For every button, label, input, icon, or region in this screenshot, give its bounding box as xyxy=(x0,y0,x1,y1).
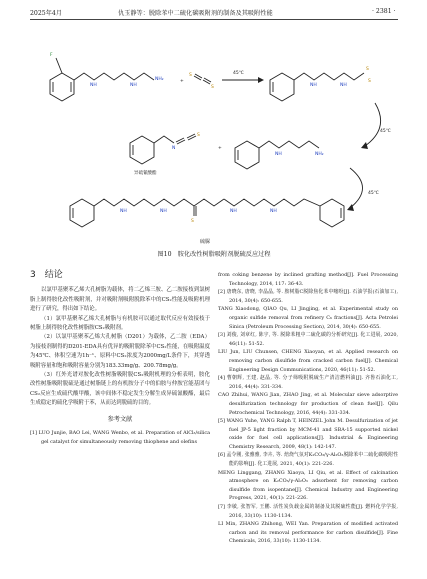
condition-label-1: 45℃ xyxy=(233,71,244,76)
running-header-date: 2025年4月 xyxy=(30,10,63,17)
figure-caption: 图10 胺化改性树脂吸附剂脱硫反应过程 xyxy=(157,251,271,258)
nitrogen-label-1b: NH xyxy=(130,83,137,88)
reference-entry: [1] LUO Junjie, BAO Lei, WANG Wenbo, et al. Preparation of AlCl₃/silica gel catalyst for simultaneously removing thiophene and olefins xyxy=(30,430,210,445)
nitrogen-label-2b: NH xyxy=(340,83,347,88)
reference-entry: TANG Xiaodong, QIAO Qu, LI Jingjing, et al. Experimental study on organic sulfide removal from refinery C₆ fractions[J]. Acta Petrolei Sinica (Petroleum Processing Section), 2014, 30(4): 650-655. xyxy=(218,306,398,330)
dithiocarbamate-intermediate xyxy=(270,66,371,101)
nitrogen-label-4a: NH xyxy=(275,152,282,157)
nitrogen-label-5d: NH xyxy=(270,209,277,214)
conclusion-paragraph: 以氯甲基聚苯乙烯大孔树脂为载体，将二乙烯三胺、乙二胺接枝到氯树脂上制得胺化改性吸附剂，并对吸附剂吸附脱除苯中的CS₂性能及吸附机理进行了研究，得出如下结论。 xyxy=(30,287,210,313)
reference-entry: LIU Jun, LIU Chunsen, CHENG Xiaoyan, et al. Applied research on removing carbon disulfide from cracked carbon fuel[J]. Chemical Engineering Design Communications, 2020, 46(11): 51-52. xyxy=(218,349,398,373)
section-heading-conclusion: 3 结论 xyxy=(30,270,63,280)
right-column xyxy=(218,271,398,546)
sulfur-label-a: S xyxy=(189,73,192,78)
plus-sign-1: + xyxy=(180,79,184,84)
fluorine-label-1: F xyxy=(50,53,53,58)
product-label: 硫脲 xyxy=(200,239,211,245)
sulfur-label-d: S xyxy=(368,79,371,84)
reference-entry: CAO Zhihui, WANG Jian, ZHAO Jing, et al. Molecular sieve adsorptive desulfurization technology for production of clean fuel[J]. Qilu Petrochemical Technology, 2016, 44(4): 331-334. xyxy=(218,392,398,416)
plus-sign-2: + xyxy=(218,146,222,151)
thiourea-product xyxy=(70,199,344,227)
sulfur-label-b: S xyxy=(211,85,214,90)
sulfur-label-f: S xyxy=(191,219,194,224)
conclusion-paragraph: （3）红外光谱对胺化改性树脂吸附脱CS₂吸附机理的分析表明，胺化改性树脂吸附脱硫是通过树脂链上的有机胺分子中的伯胺与仲胺官能基团与CS₂反应生成硫代酸甲酸，该中间体不稳定发生分解生成异硫氰酸酯，最后生成稳定的硫化学吸附于苯，从而达到脱硫的目的。 xyxy=(30,372,210,407)
reference-entry: [3] 刘俊, 刘章红, 陈宇, 等. 脱除苯粗中二硫化碳的分析研究[J]. 化工进展, 2020, 46(11): 51-52. xyxy=(218,332,398,347)
amine-end-label-1: NH₂ xyxy=(155,77,164,82)
sulfur-label-c: S xyxy=(366,67,369,72)
nitrogen-label-2a: NH xyxy=(310,83,317,88)
left-column xyxy=(30,271,210,446)
reference-entry: [2] 唐晓东, 唐晓, 李晶晶, 等. 胺树脂C脱除焦化苯中噻吩[J]. 石油学报(石油加工), 2014, 30(4): 650-655. xyxy=(218,289,398,304)
nitrogen-label-3: N xyxy=(172,146,176,151)
reaction-scheme-figure xyxy=(30,28,398,258)
reaction-arrow-3 xyxy=(350,168,363,208)
reference-entry: from coking benzene by inclined grafting method[J]. Fuel Processing Technology, 2014, 117: 36-43. xyxy=(218,272,398,287)
condition-label-2: 45℃ xyxy=(380,129,391,134)
isothiocyanate-label: 异硫氰酸酯 xyxy=(134,171,157,176)
reference-entry: [6] 孟令刚, 张雅雅, 李卉, 等. 焙烧气氛对K₂CO₃/γ-Al₂O₃脱除苯中二硫化碳吸附性能的影响[J]. 化工进展, 2021, 40(1): 221-226. xyxy=(218,452,398,468)
condition-label-3: 45℃ xyxy=(368,191,379,196)
conclusion-paragraph: （2）以氯甲基聚苯乙烯大孔树脂（D201）为载体，乙二胺（EDA）为接枝剂制得的D201-EDA具有优异的吸附脱除苯中CS₂性能，在吸附温度为45℃、体积空速为1h⁻¹、原料中CS₂浓度为2000mg/L条件下，其穿透吸附容量和饱和吸附容量分别为183.33mg/g、200.78mg/g。 xyxy=(30,334,210,369)
nitrogen-label-5b: NH xyxy=(160,209,167,214)
amine-resin-1 xyxy=(50,52,164,101)
running-header-title: 仇玉静等：脱除苯中二硫化碳吸附剂的制备及其吸附性能 xyxy=(118,10,273,17)
reference-entry: [5] WANG Yuhe, YANG Ralph T, HEINZEL John M. Desulfurization of jet fuel JP-5 light fraction by MCM-41 and SBA-15 supported nickel oxide for fuel cell applications[J]. Industrial & Engineering Chemistry Research, 2009, 48(1): 142-147. xyxy=(218,418,398,450)
header-rule xyxy=(30,19,398,20)
reaction-arrow-2 xyxy=(365,103,381,146)
page-number: · 2381 · xyxy=(372,8,396,15)
amine-resin-2 xyxy=(235,141,324,169)
reference-entry: [4] 曹朝辉, 王建, 赵晶, 等. 分子筛吸附脱硫生产清洁燃料油[J]. 齐鲁石油化工, 2016, 44(4): 331-334. xyxy=(218,375,398,390)
nitrogen-label-1a: NH xyxy=(90,83,97,88)
references-heading: 参考文献 xyxy=(107,415,133,423)
nitrogen-label-4b: NH₂ xyxy=(315,152,324,157)
isothiocyanate-intermediate xyxy=(130,132,200,164)
reference-entry: MENG Linggang, ZHANG Xiaoya, LI Qiu, et al. Effect of calcination atmosphere on K₂CO₃/γ-Al₂O₃ adsorbent for removing carbon disulfide from isopentane[J]. Chemical Industry and Engineering Progress, 2021, 40(1): 221-226. xyxy=(218,469,398,502)
reference-entry: LI Min, ZHANG Zhihong, WEI Yan. Preparation of modified activated carbon and its removal performance for carbon disulfide[J]. Fine Chemicals, 2016, 33(10): 1130-1134. xyxy=(218,521,398,545)
reference-entry: [7] 李敏, 张智军, 王鹏. 活性炭负载金属的制备及其脱硫性能[J]. 燃料化学学报, 2016, 33(10): 1130-1134. xyxy=(218,504,398,519)
conclusion-paragraph: （1）氯甲基聚苯乙烯大孔树脂与有机胺可以通过取代反应有效接枝于树脂上制得胺化改性树脂胺CS₂吸附剂。 xyxy=(30,315,210,332)
sulfur-label-e: S xyxy=(197,133,200,138)
nitrogen-label-5c: NH xyxy=(230,209,237,214)
cs2-molecule xyxy=(189,72,214,90)
nitrogen-label-5a: NH xyxy=(120,209,127,214)
